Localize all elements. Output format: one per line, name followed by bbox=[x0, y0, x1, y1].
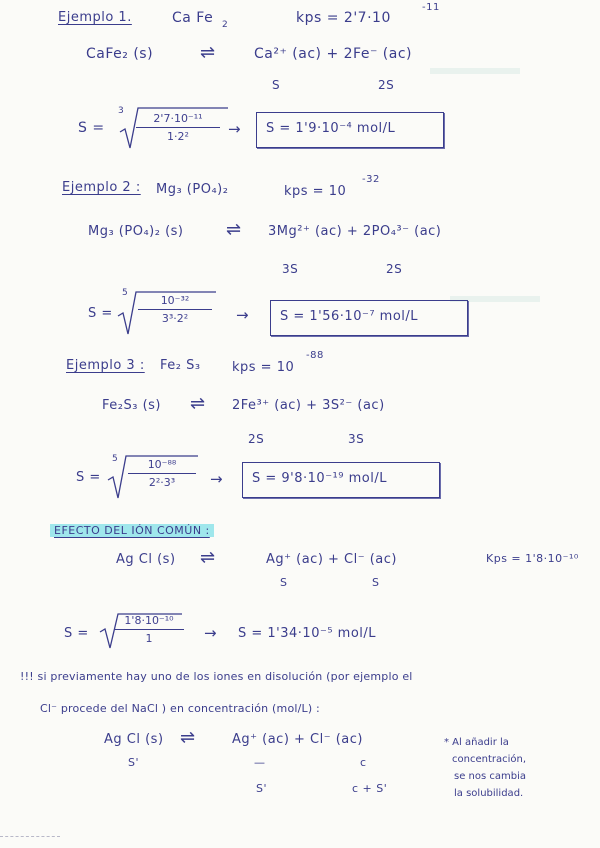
ex3-fraction bbox=[128, 458, 196, 489]
ex1-num: 2'7·10⁻¹¹ bbox=[153, 112, 203, 125]
ex2-kps-exp: -32 bbox=[362, 174, 380, 185]
ex2-result: S = 1'56·10⁻⁷ mol/L bbox=[280, 309, 419, 324]
ion-result: S = 1'34·10⁻⁵ mol/L bbox=[238, 626, 377, 641]
ion-note-4: la solubilidad. bbox=[454, 788, 524, 799]
equilibrium-arrow-icon: ⇌ bbox=[200, 547, 216, 568]
ex3-eq-left: Fe₂S₃ (s) bbox=[102, 398, 161, 413]
ion-s-label: S = bbox=[64, 626, 89, 641]
ion-text-line2: Cl⁻ procede del NaCl ) en concentración (mol/L) : bbox=[40, 702, 320, 715]
equilibrium-arrow-icon: ⇌ bbox=[200, 42, 216, 63]
ex2-s1: 3S bbox=[282, 262, 299, 276]
ex3-s-label: S = bbox=[76, 470, 101, 485]
arrow-icon: → bbox=[204, 624, 218, 642]
ex2-den: 3³·2² bbox=[161, 312, 189, 325]
ex2-fraction bbox=[138, 294, 212, 325]
ex2-formula: Mg₃ (PO₄)₂ bbox=[156, 182, 229, 197]
ion-row2-mid: S' bbox=[256, 782, 268, 795]
arrow-icon: → bbox=[236, 306, 250, 324]
ex1-eq-left: CaFe₂ (s) bbox=[86, 46, 154, 62]
ex1-kps-exp: -11 bbox=[422, 2, 440, 13]
ex2-title: Ejemplo 2 : bbox=[62, 180, 141, 195]
ion-eq-left: Ag Cl (s) bbox=[116, 552, 176, 567]
ex1-s1: S bbox=[272, 78, 281, 92]
ion-note-2: concentración, bbox=[452, 754, 527, 765]
ion-heading bbox=[50, 524, 214, 537]
ex1-eq-right: Ca²⁺ (ac) + 2Fe⁻ (ac) bbox=[254, 46, 412, 62]
ex2-s-label: S = bbox=[88, 306, 113, 321]
arrow-icon: → bbox=[210, 470, 224, 488]
ion-row1-left: S' bbox=[128, 756, 140, 769]
ex1-fraction bbox=[136, 112, 220, 143]
bottom-divider bbox=[0, 836, 60, 837]
ion-den: 1 bbox=[145, 632, 153, 645]
ion-eq2-left: Ag Cl (s) bbox=[104, 732, 164, 747]
ion-note-3: se nos cambia bbox=[454, 771, 527, 782]
ex1-s-label: S = bbox=[78, 120, 105, 136]
ex3-result: S = 9'8·10⁻¹⁹ mol/L bbox=[252, 471, 387, 486]
ex2-eq-right: 3Mg²⁺ (ac) + 2PO₄³⁻ (ac) bbox=[268, 224, 442, 239]
bleed-mark bbox=[430, 68, 520, 74]
equilibrium-arrow-icon: ⇌ bbox=[190, 393, 206, 414]
ex1-formula-sub: 2 bbox=[222, 20, 229, 30]
ex1-formula: Ca Fe bbox=[172, 10, 214, 26]
ex1-den: 1·2² bbox=[167, 130, 189, 143]
ex3-kps: kps = 10 bbox=[232, 360, 295, 375]
ex1-s2: 2S bbox=[378, 78, 395, 92]
ex1-title: Ejemplo 1. bbox=[58, 10, 132, 25]
ion-note-1: * Al añadir la bbox=[444, 737, 509, 748]
equilibrium-arrow-icon: ⇌ bbox=[180, 727, 196, 748]
equilibrium-arrow-icon: ⇌ bbox=[226, 219, 242, 240]
ex3-num: 10⁻⁸⁸ bbox=[147, 458, 177, 471]
ex1-result: S = 1'9·10⁻⁴ mol/L bbox=[266, 121, 396, 136]
ion-heading-text: EFECTO DEL IÓN COMÚN : bbox=[50, 524, 214, 537]
ex2-eq-left: Mg₃ (PO₄)₂ (s) bbox=[88, 224, 184, 239]
ion-eq2-right: Ag⁺ (ac) + Cl⁻ (ac) bbox=[232, 732, 363, 747]
ion-s2: S bbox=[372, 576, 380, 589]
ex3-s2: 3S bbox=[348, 432, 365, 446]
ex3-eq-right: 2Fe³⁺ (ac) + 3S²⁻ (ac) bbox=[232, 398, 385, 413]
ex3-root-index: 5 bbox=[112, 454, 118, 464]
ion-fraction bbox=[114, 614, 184, 645]
ion-num: 1'8·10⁻¹⁰ bbox=[124, 614, 174, 627]
ex3-kps-exp: -88 bbox=[306, 350, 324, 361]
ion-s1: S bbox=[280, 576, 288, 589]
ex2-root-index: 5 bbox=[122, 288, 128, 298]
ion-text-line1: !!! si previamente hay uno de los iones en disolución (por ejemplo el bbox=[20, 670, 413, 683]
ex3-formula: Fe₂ S₃ bbox=[160, 358, 201, 373]
ion-row2-right: c + S' bbox=[352, 782, 388, 795]
ex2-kps: kps = 10 bbox=[284, 184, 347, 199]
ion-kps: Kps = 1'8·10⁻¹⁰ bbox=[486, 552, 579, 565]
arrow-icon: → bbox=[228, 120, 242, 138]
ex3-s1: 2S bbox=[248, 432, 265, 446]
ion-eq-right: Ag⁺ (ac) + Cl⁻ (ac) bbox=[266, 552, 397, 567]
ion-row1-mid: — bbox=[254, 756, 266, 769]
ion-row1-right: c bbox=[360, 756, 367, 769]
ex3-den: 2²·3³ bbox=[148, 476, 176, 489]
ex1-root-index: 3 bbox=[118, 106, 124, 116]
ex1-kps: kps = 2'7·10 bbox=[296, 10, 391, 26]
ex2-s2: 2S bbox=[386, 262, 403, 276]
ex3-title: Ejemplo 3 : bbox=[66, 358, 145, 373]
ex2-num: 10⁻³² bbox=[160, 294, 190, 307]
